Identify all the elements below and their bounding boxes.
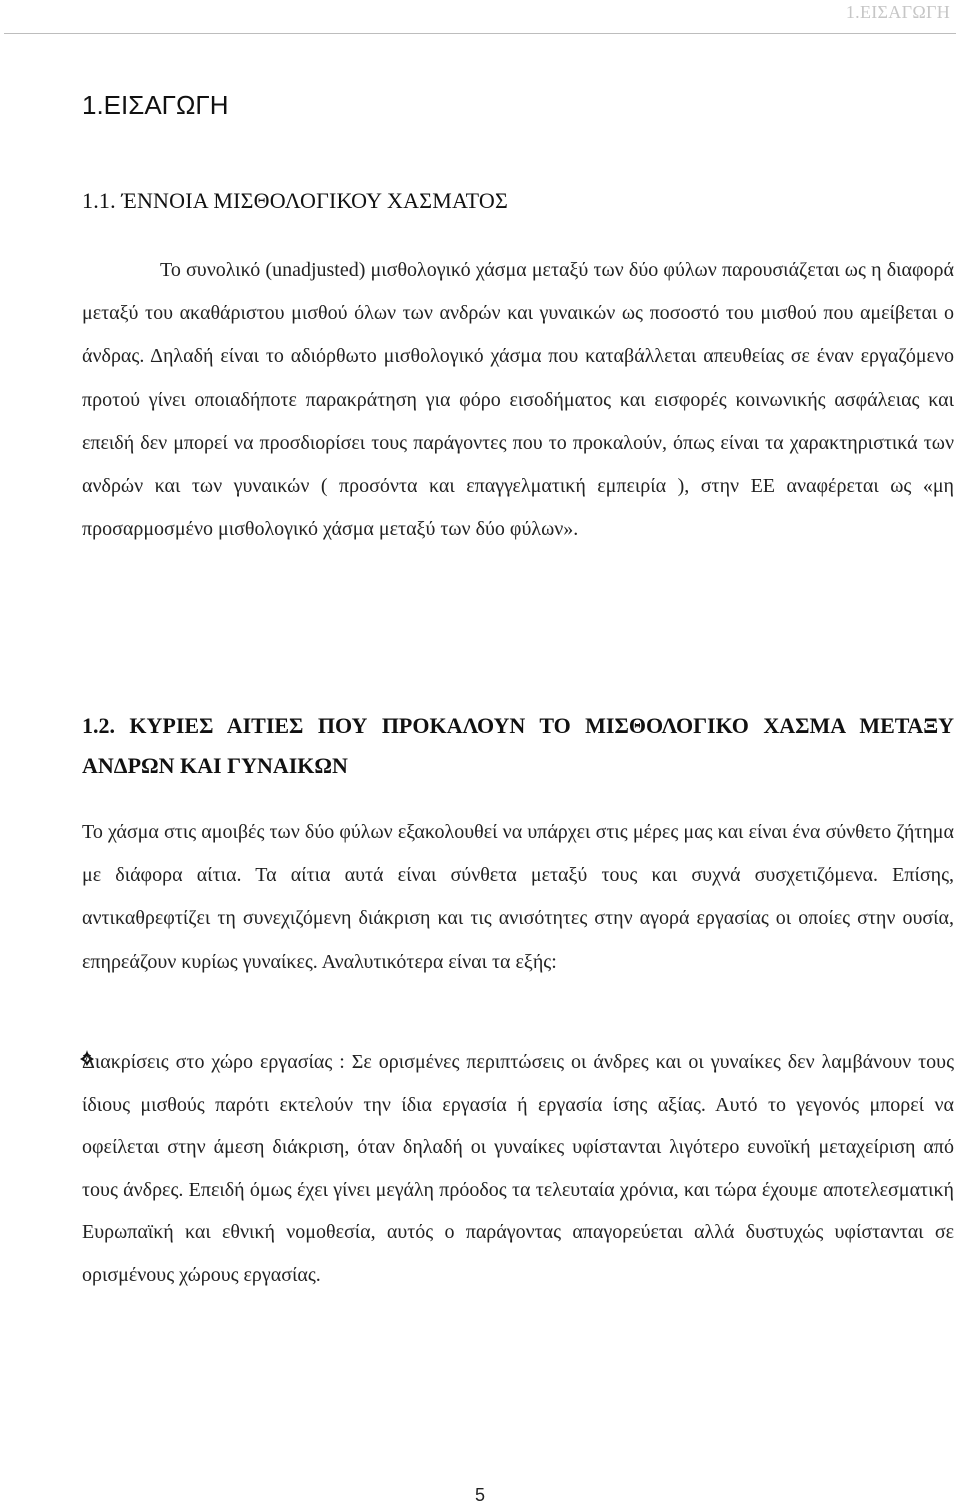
running-header: 1.ΕΙΣΑΓΩΓΗ bbox=[845, 2, 950, 22]
section-2-title: 1.2. ΚΥΡΙΕΣ ΑΙΤΙΕΣ ΠΟΥ ΠΡΟΚΑΛΟΥΝ ΤΟ ΜΙΣΘΟΛΟΓΙΚΟ ΧΑΣΜΑ ΜΕΤΑΞΥ ΑΝΔΡΩΝ ΚΑΙ ΓΥΝΑΙΚΩΝ bbox=[82, 713, 954, 778]
section-2-paragraph: Το χάσμα στις αμοιβές των δύο φύλων εξακολουθεί να υπάρχει στις μέρες μας και είναι ένα σύνθετο ζήτημα με διάφορα αίτια. Τα αίτια αυτά είναι σύνθετα μεταξύ τους και συχνά συσχετιζόμενα. Επίσης, αντικαθρεφτίζει τη συνεχιζόμενη διάκριση και τις ανισότητες στην αγορά εργασίας οι οποίες στην ουσία, επηρεάζουν κυρίως γυναίκες. Αναλυτικότερα είναι τα εξής: bbox=[82, 821, 954, 973]
bullet-text: Διακρίσεις στο χώρο εργασίας : Σε ορισμένες περιπτώσεις οι άνδρες και οι γυναίκες δεν λαμβάνουν τους ίδιους μισθούς παρότι εκτελούν την ίδια εργασία ή εργασία ίσης αξίας. Αυτό το γεγονός μπορεί να οφείλεται στην άμεση διάκριση, όταν δηλαδή οι γυναίκες υφίστανται λιγότερο ευνοϊκή μεταχείριση από τους άνδρες. Επειδή όμως έχει γίνει μεγάλη πρόοδος τα τελευταία χρόνια, και τώρα έχουμε αποτελεσματική Ευρωπαϊκή και εθνική νομοθεσία, αυτός ο παράγοντας απαγορεύεται αλλά δυστυχώς υφίστανται σε ορισμένους χώρους εργασίας. bbox=[82, 1051, 954, 1286]
chapter-title: 1.ΕΙΣΑΓΩΓΗ bbox=[82, 90, 229, 120]
page-number: 5 bbox=[474, 1485, 485, 1505]
section-1-paragraph: Το συνολικό (unadjusted) μισθολογικό χάσμα μεταξύ των δύο φύλων παρουσιάζεται ως η διαφορά μεταξύ του ακαθάριστου μισθού όλων των ανδρών και γυναικών ως ποσοστό του μισθού που αμείβεται ο άνδρας. Δηλαδή είναι το αδιόρθωτο μισθολογικό χάσμα που καταβάλλεται απευθείας σε έναν εργαζόμενο προτού γίνει οποιαδήποτε παρακράτηση για φόρο εισοδήματος και εισφορές κοινωνικής ασφάλειας και επειδή δεν μπορεί να προσδιορίσει τους παράγοντες που το προκαλούν, όπως είναι τα χαρακτηριστικά των ανδρών και των γυναικών ( προσόντα και επαγγελματική εμπειρία ), στην ΕΕ αναφέρεται ως «μη προσαρμοσμένο μισθολογικό χάσμα μεταξύ των δύο φύλων». bbox=[82, 259, 954, 541]
header-rule bbox=[4, 33, 956, 34]
section-1-title: 1.1. ΈΝΝΟΙΑ ΜΙΣΘΟΛΟΓΙΚΟΥ ΧΑΣΜΑΤΟΣ bbox=[82, 188, 509, 213]
